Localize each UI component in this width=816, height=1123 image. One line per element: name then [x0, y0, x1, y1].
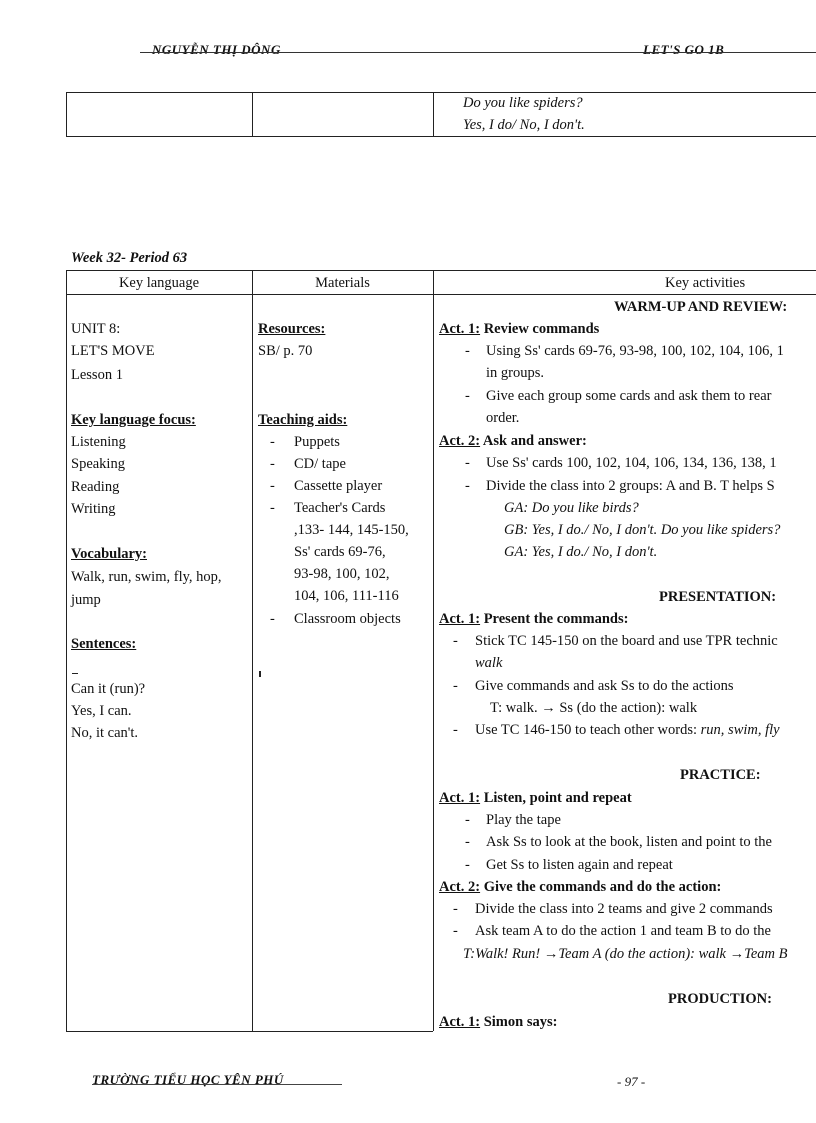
page-number: - 97 - [617, 1074, 646, 1089]
sentence-line: Can it (run)? [71, 681, 146, 697]
activity-line: Give commands and ask Ss to do the actions [475, 678, 734, 694]
week-heading: Week 32- Period 63 [71, 250, 188, 266]
top-line-2: Yes, I do/ No, I don't. [463, 117, 585, 133]
production-act1: Act. 1: Simon says: [439, 1014, 558, 1030]
footer-school: TRƯỜNG TIỂU HỌC YÊN PHÚ [92, 1072, 284, 1087]
activity-line: Divide the class into 2 groups: A and B. T helps S [486, 478, 775, 494]
aid-item: Cassette player [294, 478, 383, 494]
section-presentation: PRESENTATION: [659, 589, 777, 605]
warmup-act1: Act. 1: Review commands [439, 321, 600, 337]
aid-item: Puppets [294, 434, 340, 450]
activity-line: Give each group some cards and ask them to rear [486, 388, 772, 404]
sentence-line: Yes, I can. [71, 703, 132, 719]
presentation-act1: Act. 1: Present the commands: [439, 611, 629, 627]
section-production: PRODUCTION: [668, 991, 772, 1007]
unit-title: LET'S MOVE [71, 343, 155, 359]
warmup-act2: Act. 2: Ask and answer: [439, 433, 587, 449]
dialogue-line: GA: Yes, I do./ No, I don't. [504, 544, 658, 560]
col-header-key-activities: Key activities [665, 275, 746, 291]
teaching-aids-heading: Teaching aids: [258, 412, 348, 428]
activity-line: Stick TC 145-150 on the board and use TPR technic [475, 633, 778, 649]
skill-item: Writing [71, 501, 116, 517]
bullet-dash [259, 671, 261, 677]
header-rule [140, 52, 816, 53]
col-header-key-language: Key language [118, 275, 200, 291]
vocabulary-line: jump [71, 592, 101, 608]
activity-line: T:Walk! Run! →Team A (do the action): walk →Team B [463, 946, 788, 962]
aid-item: Classroom objects [294, 611, 401, 627]
focus-heading: Key language focus: [71, 412, 196, 428]
bullet-dash [72, 673, 78, 674]
aid-item: Teacher's Cards [294, 500, 386, 516]
col-header-materials: Materials [315, 275, 370, 291]
activity-line: T: walk. → Ss (do the action): walk [490, 700, 698, 716]
sentences-heading: Sentences: [71, 636, 137, 652]
vocabulary-heading: Vocabulary: [71, 546, 147, 562]
aid-item: CD/ tape [294, 456, 346, 472]
activity-line: Get Ss to listen again and repeat [486, 857, 673, 873]
skill-item: Reading [71, 479, 120, 495]
aid-item: 104, 106, 111-116 [294, 588, 399, 604]
skill-item: Speaking [71, 456, 125, 472]
header-author: NGUYỄN THỊ DÔNG [152, 42, 281, 57]
unit-label: UNIT 8: [71, 321, 121, 337]
activity-line: Divide the class into 2 teams and give 2 commands [475, 901, 773, 917]
activity-line: Ask team A to do the action 1 and team B to do the [475, 923, 771, 939]
activity-line: Use TC 146-150 to teach other words: run, swim, fly [475, 722, 780, 738]
section-practice: PRACTICE: [680, 767, 761, 783]
activity-line: in groups. [486, 365, 544, 381]
aid-item: Ss' cards 69-76, [294, 544, 386, 560]
section-warmup: WARM-UP AND REVIEW: [614, 299, 788, 315]
activity-line: Ask Ss to look at the book, listen and point to the [486, 834, 772, 850]
top-line-1: Do you like spiders? [463, 95, 583, 111]
practice-act1: Act. 1: Listen, point and repeat [439, 790, 632, 806]
skill-item: Listening [71, 434, 126, 450]
lesson-label: Lesson 1 [71, 367, 123, 383]
resources-heading: Resources: [258, 321, 326, 337]
resources-value: SB/ p. 70 [258, 343, 313, 359]
aid-item: ,133- 144, 145-150, [294, 522, 409, 538]
activity-line: Use Ss' cards 100, 102, 104, 106, 134, 136, 138, 1 [486, 455, 777, 471]
dialogue-line: GA: Do you like birds? [504, 500, 639, 516]
vocabulary-line: Walk, run, swim, fly, hop, [71, 569, 222, 585]
activity-line: Using Ss' cards 69-76, 93-98, 100, 102, 104, 106, 1 [486, 343, 784, 359]
activity-line: order. [486, 410, 520, 426]
dialogue-line: GB: Yes, I do./ No, I don't. Do you like spiders? [504, 522, 781, 538]
practice-act2: Act. 2: Give the commands and do the action: [439, 879, 722, 895]
footer-rule [92, 1084, 342, 1085]
sentence-line: No, it can't. [71, 725, 139, 741]
activity-line: Play the tape [486, 812, 561, 828]
activity-line: walk [475, 655, 503, 671]
aid-item: 93-98, 100, 102, [294, 566, 390, 582]
header-book: LET'S GO 1B [643, 42, 725, 57]
